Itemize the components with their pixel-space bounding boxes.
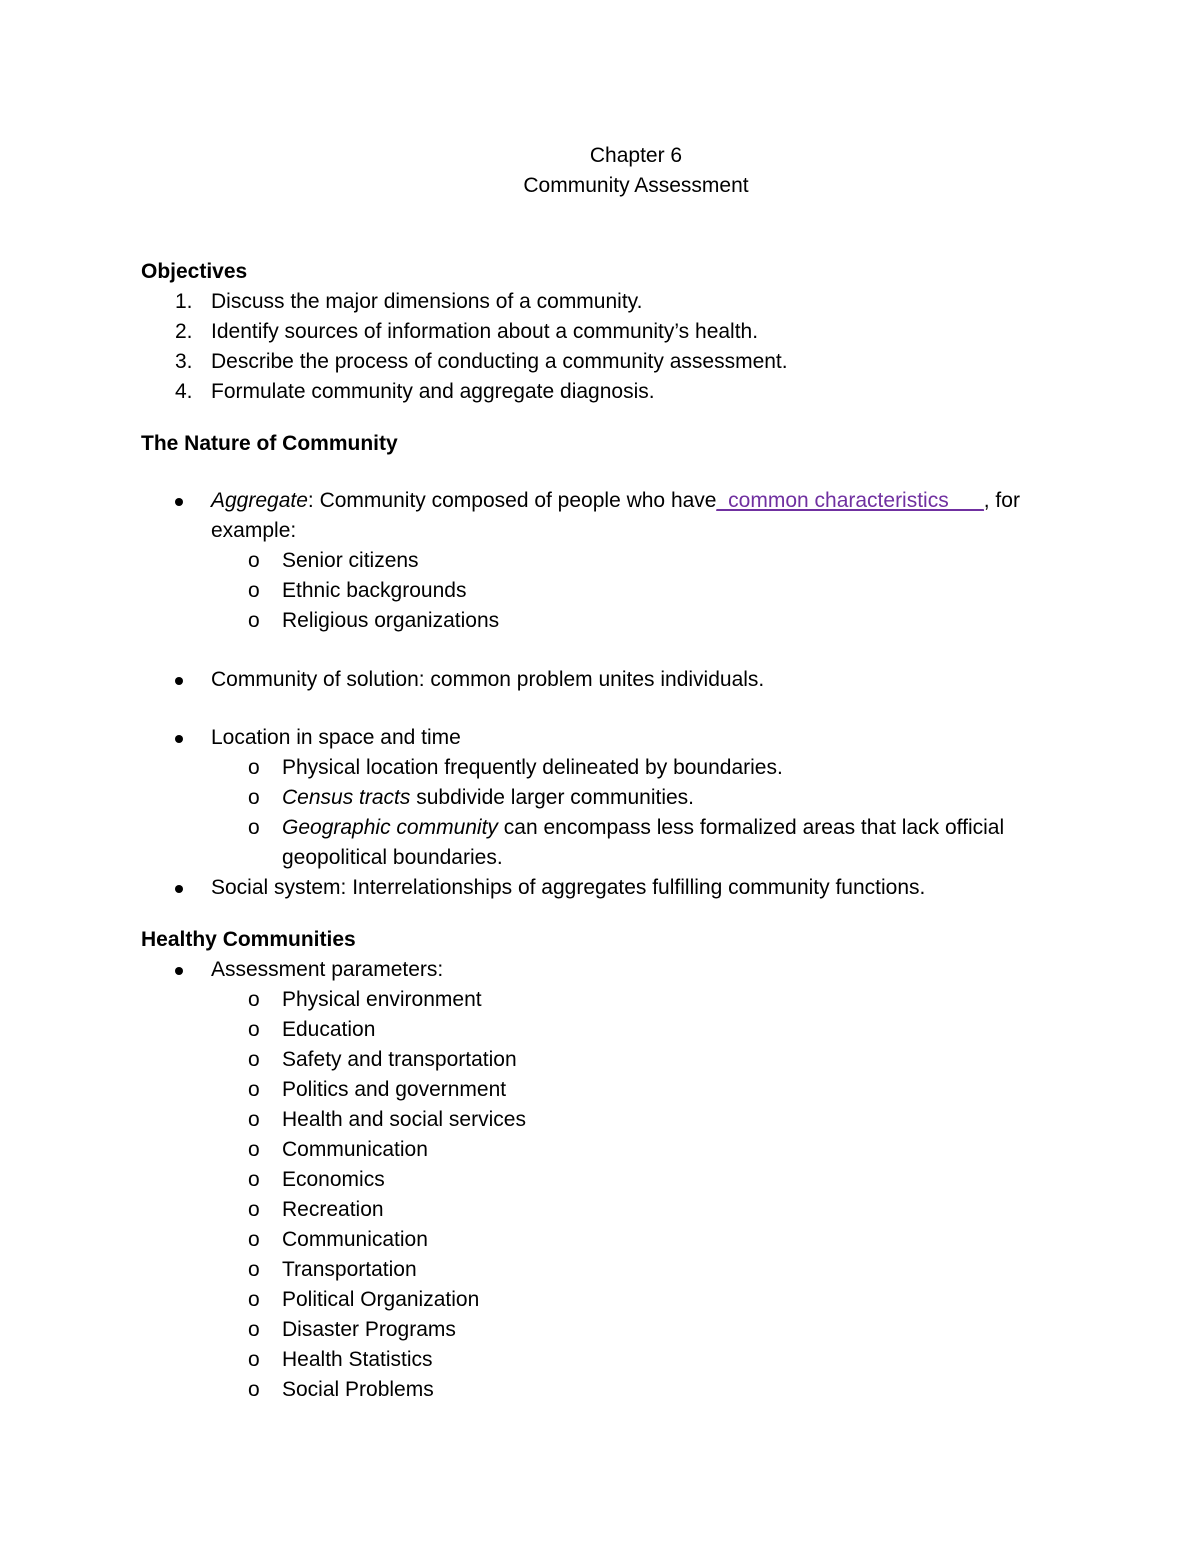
circle-bullet-icon: o bbox=[248, 756, 260, 779]
list-item: o Census tracts subdivide larger communities. bbox=[141, 783, 1071, 813]
geographic-term: Geographic community bbox=[282, 816, 498, 839]
circle-bullet-icon: o bbox=[248, 549, 260, 572]
bullet-icon bbox=[175, 967, 183, 975]
list-item: o Religious organizations bbox=[141, 606, 1071, 636]
parameter-text: Political Organization bbox=[282, 1288, 480, 1311]
circle-bullet-icon: o bbox=[248, 816, 260, 839]
parameter-item bbox=[141, 1285, 1071, 1315]
aggregate-item bbox=[141, 486, 1071, 546]
parameter-item bbox=[141, 1375, 1071, 1405]
circle-bullet-icon: o bbox=[248, 609, 260, 632]
objectives-heading: Objectives bbox=[141, 260, 248, 283]
nature-heading: The Nature of Community bbox=[141, 432, 398, 455]
parameter-item bbox=[141, 1015, 1071, 1045]
objective-item bbox=[141, 317, 1071, 347]
circle-bullet-icon: o bbox=[248, 579, 260, 602]
objective-text: Formulate community and aggregate diagnosis. bbox=[211, 380, 655, 403]
circle-bullet-icon: o bbox=[248, 1228, 260, 1251]
parameter-text: Recreation bbox=[282, 1198, 384, 1221]
objective-number: 1. bbox=[175, 290, 193, 313]
parameter-item bbox=[141, 1315, 1071, 1345]
bullet-icon bbox=[175, 735, 183, 743]
bullet-icon bbox=[175, 677, 183, 685]
circle-bullet-icon: o bbox=[248, 1258, 260, 1281]
circle-bullet-icon: o bbox=[248, 1108, 260, 1131]
parameter-item bbox=[141, 1165, 1071, 1195]
params-list bbox=[141, 985, 1071, 1405]
circle-bullet-icon: o bbox=[248, 1318, 260, 1341]
parameter-text: Social Problems bbox=[282, 1378, 434, 1401]
parameter-item bbox=[141, 1345, 1071, 1375]
objective-item bbox=[141, 287, 1071, 317]
circle-bullet-icon: o bbox=[248, 1048, 260, 1071]
parameter-text: Communication bbox=[282, 1138, 428, 1161]
aggregate-definition-end: , for example: bbox=[211, 489, 1020, 542]
parameter-text: Transportation bbox=[282, 1258, 417, 1281]
bullet-icon bbox=[175, 498, 183, 506]
circle-bullet-icon: o bbox=[248, 1018, 260, 1041]
solution-item: Community of solution: common problem unites individuals. bbox=[141, 665, 1071, 695]
title-block bbox=[0, 141, 1200, 201]
circle-bullet-icon: o bbox=[248, 988, 260, 1011]
objective-number: 3. bbox=[175, 350, 193, 373]
bullet-icon bbox=[175, 885, 183, 893]
list-item: o Senior citizens bbox=[141, 546, 1071, 576]
parameter-text: Education bbox=[282, 1018, 376, 1041]
aggregate-term: Aggregate bbox=[211, 489, 308, 512]
params-item: Assessment parameters: bbox=[141, 955, 1071, 985]
parameter-item bbox=[141, 1135, 1071, 1165]
aggregate-definition: : Community composed of people who have bbox=[307, 489, 717, 512]
list-item: o Geographic community can encompass less formalized areas that lack official geopolitical boundaries. bbox=[141, 813, 1071, 873]
objectives-section bbox=[141, 257, 1071, 407]
parameter-item bbox=[141, 985, 1071, 1015]
objective-text: Describe the process of conducting a community assessment. bbox=[211, 350, 788, 373]
circle-bullet-icon: o bbox=[248, 1168, 260, 1191]
nature-section bbox=[141, 429, 1071, 903]
parameter-text: Safety and transportation bbox=[282, 1048, 517, 1071]
circle-bullet-icon: o bbox=[248, 1348, 260, 1371]
fill-in-blank-link[interactable]: _common characteristics___ bbox=[716, 489, 984, 512]
objective-number: 4. bbox=[175, 380, 193, 403]
parameter-item bbox=[141, 1195, 1071, 1225]
healthy-section bbox=[141, 925, 1071, 1405]
list-item: o Ethnic backgrounds bbox=[141, 576, 1071, 606]
parameter-text: Economics bbox=[282, 1168, 385, 1191]
parameter-item bbox=[141, 1045, 1071, 1075]
objective-text: Identify sources of information about a community’s health. bbox=[211, 320, 759, 343]
parameter-text: Physical environment bbox=[282, 988, 482, 1011]
parameter-text: Politics and government bbox=[282, 1078, 507, 1101]
chapter-title: Community Assessment bbox=[523, 174, 749, 197]
circle-bullet-icon: o bbox=[248, 1288, 260, 1311]
parameter-text: Health and social services bbox=[282, 1108, 526, 1131]
census-term: Census tracts bbox=[282, 786, 411, 809]
circle-bullet-icon: o bbox=[248, 1078, 260, 1101]
objective-number: 2. bbox=[175, 320, 193, 343]
healthy-heading: Healthy Communities bbox=[141, 928, 356, 951]
objective-text: Discuss the major dimensions of a community. bbox=[211, 290, 643, 313]
chapter-number: Chapter 6 bbox=[589, 144, 683, 167]
location-item: Location in space and time bbox=[141, 723, 1071, 753]
objective-item bbox=[141, 347, 1071, 377]
circle-bullet-icon: o bbox=[248, 1198, 260, 1221]
parameter-item bbox=[141, 1075, 1071, 1105]
social-item: Social system: Interrelationships of aggregates fulfilling community functions. bbox=[141, 873, 1071, 903]
parameter-item bbox=[141, 1105, 1071, 1135]
circle-bullet-icon: o bbox=[248, 1138, 260, 1161]
parameter-text: Health Statistics bbox=[282, 1348, 433, 1371]
list-item: o Physical location frequently delineated by boundaries. bbox=[141, 753, 1071, 783]
objective-item bbox=[141, 377, 1071, 407]
parameter-item bbox=[141, 1255, 1071, 1285]
circle-bullet-icon: o bbox=[248, 786, 260, 809]
parameter-item bbox=[141, 1225, 1071, 1255]
circle-bullet-icon: o bbox=[248, 1378, 260, 1401]
parameter-text: Communication bbox=[282, 1228, 428, 1251]
parameter-text: Disaster Programs bbox=[282, 1318, 456, 1341]
